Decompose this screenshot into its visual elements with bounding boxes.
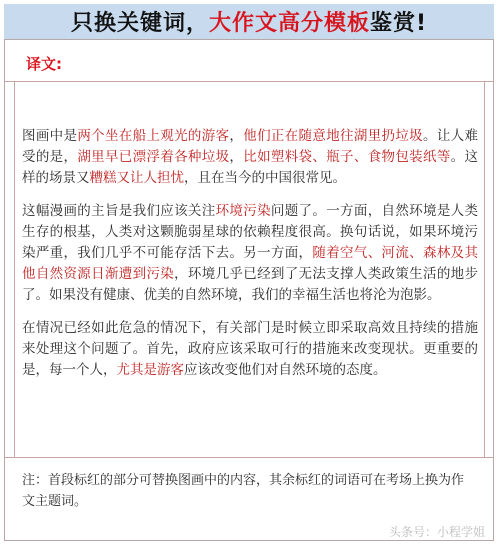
paragraph-text: ， <box>229 128 244 144</box>
margin-line-left <box>14 82 15 457</box>
paragraph-text: ，且在当今的中国很常见。 <box>184 170 346 186</box>
essay-paragraph <box>22 126 478 189</box>
label-row <box>4 40 494 82</box>
note-divider <box>4 457 494 458</box>
highlighted-keyword: 随着空气、河流、森林及其他自然资源日渐遭到污染 <box>22 245 478 282</box>
paragraph-text: 这幅漫画的主旨是我们应该关注 <box>22 203 216 219</box>
translation-label: 译文: <box>26 55 62 73</box>
highlighted-keyword: 糟糕又让人担忧 <box>89 170 184 186</box>
highlighted-keyword: 比如塑料袋、瓶子、食物包装纸等 <box>243 149 451 165</box>
essay-body <box>22 126 478 393</box>
margin-line-right <box>484 82 485 457</box>
highlighted-keyword: 他们正在随意地往湖里扔垃圾 <box>243 128 424 144</box>
paragraph-text: ，环境几乎已经到了无法支撑人类政策生活的地步了。如果没有健康、优美的自然环境，我们的幸福生活也将沦为泡影。 <box>22 266 478 303</box>
highlighted-keyword: 尤其是游客 <box>116 362 184 378</box>
note-text: 注：首段标红的部分可替换图画中的内容，其余标红的词语可在考场上换为作文主题词。 <box>22 473 465 509</box>
highlighted-keyword: 环境污染 <box>215 203 271 219</box>
title-banner <box>4 4 494 40</box>
essay-paragraph <box>22 318 478 381</box>
paragraph-text: 在情况已经如此危急的情况下，有关部门是时候立即采取高效且持续的措施来处理这个问题了。首先，政府应该采取可行的措施来改变现状。更重要的是，每一个人， <box>22 320 478 378</box>
highlighted-keyword: 湖里早已漂浮着各种垃圾 <box>77 149 230 165</box>
paragraph-text: 。让人难受的是， <box>22 128 478 165</box>
highlighted-keyword: 两个坐在船上观光的游客 <box>77 128 230 144</box>
paragraph-text: 问题了。一方面，自然环境是人类生存的根基，人类对这颗脆弱星球的依赖程度很高。换句话说，如果环境污染严重，我们几乎不可能存活下去。另一方面， <box>22 203 478 261</box>
title-part2: 大作文高分模板 <box>208 11 370 36</box>
paragraph-text: 图画中是 <box>22 128 78 144</box>
paragraph-text: ， <box>229 149 244 165</box>
paragraph-text: 应该改变他们对自然环境的态度。 <box>184 362 387 378</box>
essay-paragraph <box>22 201 478 306</box>
watermark: 头条号：小程学姐 <box>388 525 485 539</box>
title-part3: 鉴赏! <box>369 11 428 36</box>
paragraph-text: 。这样的场景又 <box>22 149 478 186</box>
title-part1: 只换关键词， <box>70 11 209 36</box>
